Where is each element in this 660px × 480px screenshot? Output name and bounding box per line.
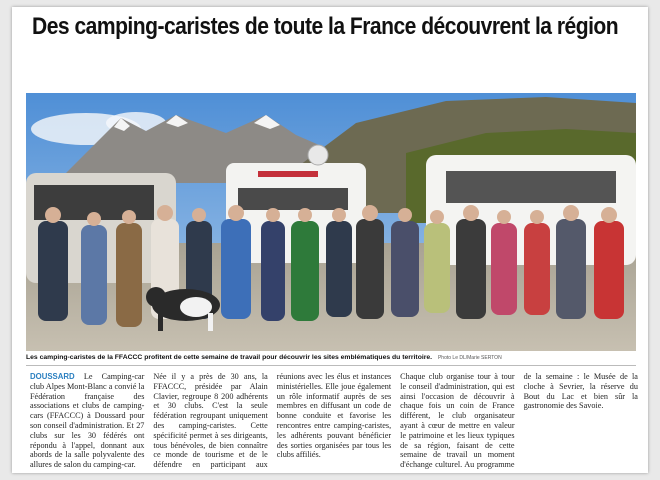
photo-caption [26,354,638,361]
paragraph-1-text: Le Camping-car club Alpes Mont-Blanc a convié la Fédération française des associations et clubs de camping-cars (FFACCC) à Doussard pour son conseil d'administration. Et 27 clubs sur les 30 fédérés ont répondu à l'appel, donnant aux abords de la salle polyvalente des allures de salon du camping-car. [30,372,145,470]
group-photo [26,93,636,351]
newspaper-clipping [12,7,648,473]
photo-credit: Photo Le DL/Marie SERTON [437,355,502,361]
divider [26,365,636,366]
article-headline: Des camping-caristes de toute la France découvrent la région [32,13,619,40]
paragraph-3: Chaque club organise tour à tour le conseil d'administration, qui est ainsi l'occasion de découvrir à chaque fois un coin de France différent, le club organisateur ayant à cœur de mettre en valeur le patrimoine et les lieux typiques de sa région, faisant de cette semaine de travail un moment d'échange culturel. Au programme de la semaine : le Musée de la cloche à Sevrier, la réserve du Bout du Lac et bien sûr la gastronomie des Savoie. [400,372,638,470]
paragraph-2: Née il y a près de 30 ans, la FFACCC, présidée par Alain Clavier, regroupe 8 200 adhérents et 30 clubs. C'est la seule fédération regroupant uniquement des camping-caristes. Cette spécificité permet à ses dirigeants, tous bénévoles, de bien connaître ce monde de tourisme et de le défendre en participant aux réunions avec les élus et instances ministérielles. Elle joue également un rôle informatif auprès de ses membres en diffusant un code de bonne conduite et favorise les rencontres entre camping-caristes, les adhérents pouvant bénéficier des sorties organisées par tous les clubs affiliés. [153,372,392,470]
paragraph-1 [30,372,144,470]
dateline: DOUSSARD [30,372,75,381]
caption-text: Les camping-caristes de la FFACCC profitent de cette semaine de travail pour découvrir les sites emblématiques du territoire. [26,354,433,361]
article-body [30,372,638,470]
